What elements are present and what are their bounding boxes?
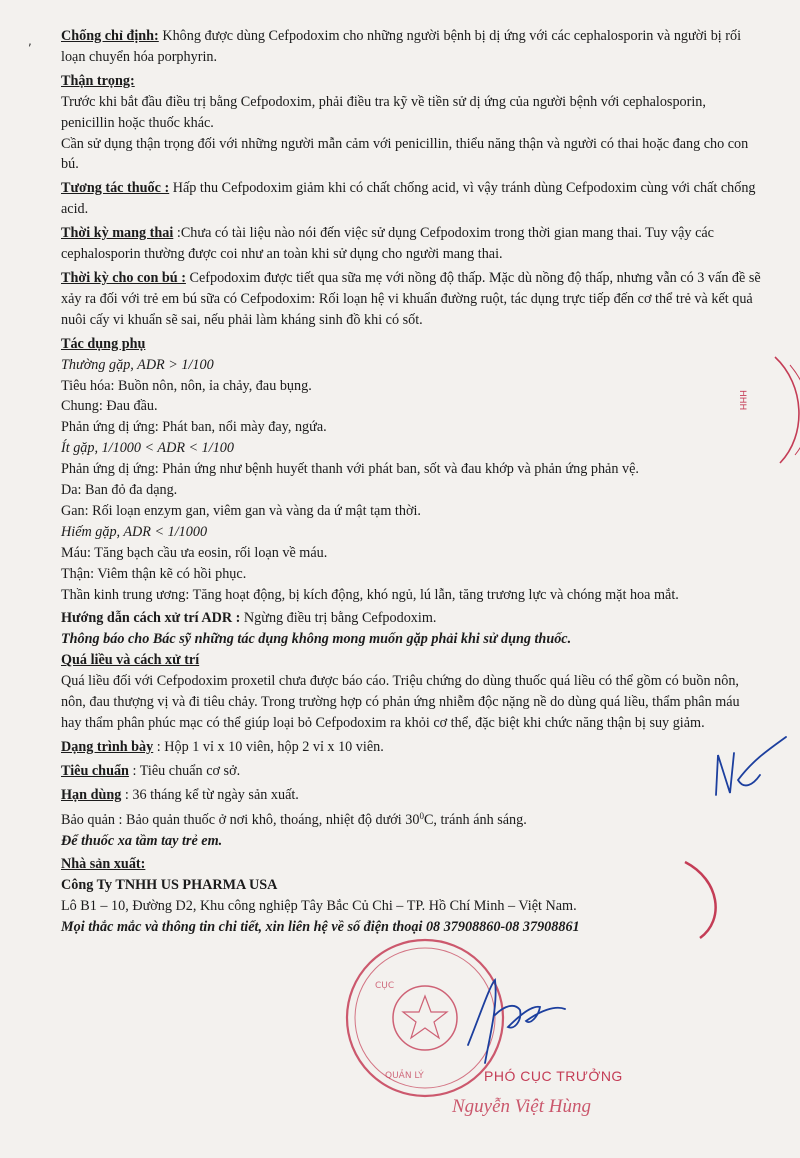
side-effects-uncommon: Ít gặp, 1/1000 < ADR < 1/100	[61, 440, 234, 457]
precautions-text-1: Trước khi bắt đầu điều trị bằng Cefpodoxim, phải điều tra kỹ về tiền sử dị ứng của người bệnh với cephalosporin, penicillin hoặc thuốc khác.	[61, 93, 706, 131]
lactation-heading: Thời kỳ cho con bú :	[61, 269, 186, 286]
svg-text:HHH: HHH	[737, 390, 747, 411]
pregnancy-text: :Chưa có tài liệu nào nói đến việc sử dụng Cefpodoxim trong thời gian mang thai. Tuy vậy các cephalosporin thường được coi như an toàn khi sử dụng cho người mang thai.	[61, 225, 714, 263]
standard-heading: Tiêu chuẩn	[61, 762, 129, 779]
adr-handling-heading: Hướng dẫn cách xử trí ADR :	[61, 610, 241, 627]
overdose-heading: Quá liều và cách xử trí	[61, 652, 200, 669]
initials-signature	[708, 735, 788, 805]
interactions-text: Hấp thu Cefpodoxim giảm khi có chất chống acid, vì vậy tránh dùng Cefpodoxim cùng với chất chống acid.	[61, 180, 756, 218]
manufacturer-heading: Nhà sản xuất:	[61, 856, 146, 873]
standard-text: : Tiêu chuẩn cơ sở.	[132, 762, 241, 779]
storage-paragraph	[61, 806, 761, 831]
side-effects-allergy-1: Phản ứng dị ứng: Phát ban, nổi mày đay, ngứa.	[61, 419, 327, 436]
pregnancy-paragraph	[61, 223, 761, 265]
corner-mark: ,	[28, 34, 32, 48]
side-effects-gi: Tiêu hóa: Buồn nôn, nôn, ỉa chảy, đau bụng.	[61, 377, 312, 394]
side-effects-general: Chung: Đau đầu.	[61, 398, 158, 415]
interactions-paragraph	[61, 178, 761, 220]
dosage-form-text: : Hộp 1 vỉ x 10 viên, hộp 2 vỉ x 10 viên.	[156, 738, 384, 755]
dosage-form-paragraph	[61, 737, 761, 758]
shelf-life-paragraph	[61, 785, 761, 806]
side-effects-rare: Hiếm gặp, ADR < 1/1000	[61, 523, 208, 540]
shelf-life-heading: Hạn dùng	[61, 786, 122, 803]
edge-stamp-arc	[680, 860, 730, 940]
signer-title: PHÓ CỤC TRƯỞNG	[484, 1068, 623, 1084]
edge-stamp-fragment	[735, 355, 800, 465]
lactation-text: Cefpodoxim được tiết qua sữa mẹ với nồng độ thấp. Mặc dù nồng độ thấp, nhưng vẫn có 3 vấn đề sẽ xảy ra đối với trẻ em bú sữa có Cefpodoxim: Rối loạn hệ vi khuẩn đường ruột, tác dụng trực tiếp đến cơ thể trẻ và kết quả nuôi cấy vi khuẩn sẽ sai, nếu phải làm kháng sinh đồ khi có sốt.	[61, 269, 761, 328]
pregnancy-heading: Thời kỳ mang thai	[61, 225, 174, 242]
contraindications-text: Không được dùng Cefpodoxim cho những người bệnh bị dị ứng với các cephalosporin và người bị rối loạn chuyển hóa porphyrin.	[61, 28, 742, 65]
side-effects-heading: Tác dụng phụ	[61, 335, 146, 352]
standard-paragraph	[61, 761, 761, 782]
storage-text: Bảo quản : Bảo quản thuốc ở nơi khô, thoáng, nhiệt độ dưới 30	[61, 811, 420, 828]
dosage-form-heading: Dạng trình bày	[61, 738, 154, 755]
storage-text-end: C, tránh ánh sáng.	[423, 811, 527, 828]
adr-handling-paragraph	[61, 608, 761, 629]
overdose-text: Quá liều đối với Cefpodoxim proxetil chưa được báo cáo. Triệu chứng do dùng thuốc quá liều có thể gồm có buồn nôn, nôn, đau thượng vị và đi tiêu chảy. Trong trường hợp có phản ứng nhiễm độc nặng nề do dùng quá liều, thẩm phân máu hay thẩm phân phúc mạc có thể giúp loại bỏ Cefpodoxim ra khỏi cơ thể, đặc biệt khi chức năng thận bị suy giảm.	[61, 673, 740, 731]
side-effects-cns: Thần kinh trung ương: Tăng hoạt động, bị kích động, khó ngủ, lú lẫn, tăng trương lực và chóng mặt hoa mắt.	[61, 586, 679, 603]
interactions-heading: Tương tác thuốc :	[61, 180, 170, 197]
svg-text:CỤC: CỤC	[375, 981, 395, 991]
handwritten-signature	[460, 975, 570, 1065]
signer-name: Nguyễn Việt Hùng	[452, 1096, 591, 1117]
children-warning: Để thuốc xa tầm tay trẻ em.	[61, 832, 223, 849]
lactation-paragraph	[61, 268, 761, 331]
side-effects-blood: Máu: Tăng bạch cầu ưa eosin, rối loạn về máu.	[61, 544, 328, 561]
manufacturer-contact: Mọi thắc mắc và thông tin chi tiết, xin liên hệ về số điện thoại 08 37908860-08 37908861	[61, 919, 580, 936]
manufacturer-company: Công Ty TNHH US PHARMA USA	[61, 877, 278, 894]
manufacturer-address: Lô B1 – 10, Đường D2, Khu công nghiệp Tây Bắc Củ Chi – TP. Hồ Chí Minh – Việt Nam.	[61, 898, 577, 915]
adr-notice: Thông báo cho Bác sỹ những tác dụng không mong muốn gặp phải khi sử dụng thuốc.	[61, 631, 572, 648]
contraindications-paragraph	[61, 26, 761, 68]
contraindications-heading: Chống chỉ định:	[61, 28, 159, 44]
side-effects-common: Thường gặp, ADR > 1/100	[61, 356, 214, 373]
side-effects-allergy-2: Phản ứng dị ứng: Phản ứng như bệnh huyết thanh với phát ban, sốt và đau khớp và phản ứng phản vệ.	[61, 461, 639, 478]
precautions-text-2: Cần sử dụng thận trọng đối với những người mẫn cảm với penicillin, thiểu năng thận và người có thai hoặc đang cho con bú.	[61, 135, 749, 173]
side-effects-liver: Gan: Rối loạn enzym gan, viêm gan và vàng da ứ mật tạm thời.	[61, 502, 421, 519]
storage-degree: 0	[419, 810, 424, 821]
shelf-life-text: : 36 tháng kể từ ngày sản xuất.	[124, 786, 299, 803]
precautions-heading: Thận trọng:	[61, 72, 135, 89]
svg-text:QUẢN LÝ: QUẢN LÝ	[385, 1071, 424, 1081]
document-body	[61, 26, 761, 938]
side-effects-kidney: Thận: Viêm thận kẽ có hồi phục.	[61, 565, 247, 582]
adr-handling-text: Ngừng điều trị bằng Cefpodoxim.	[243, 610, 437, 627]
side-effects-skin: Da: Ban đỏ đa dạng.	[61, 482, 178, 499]
